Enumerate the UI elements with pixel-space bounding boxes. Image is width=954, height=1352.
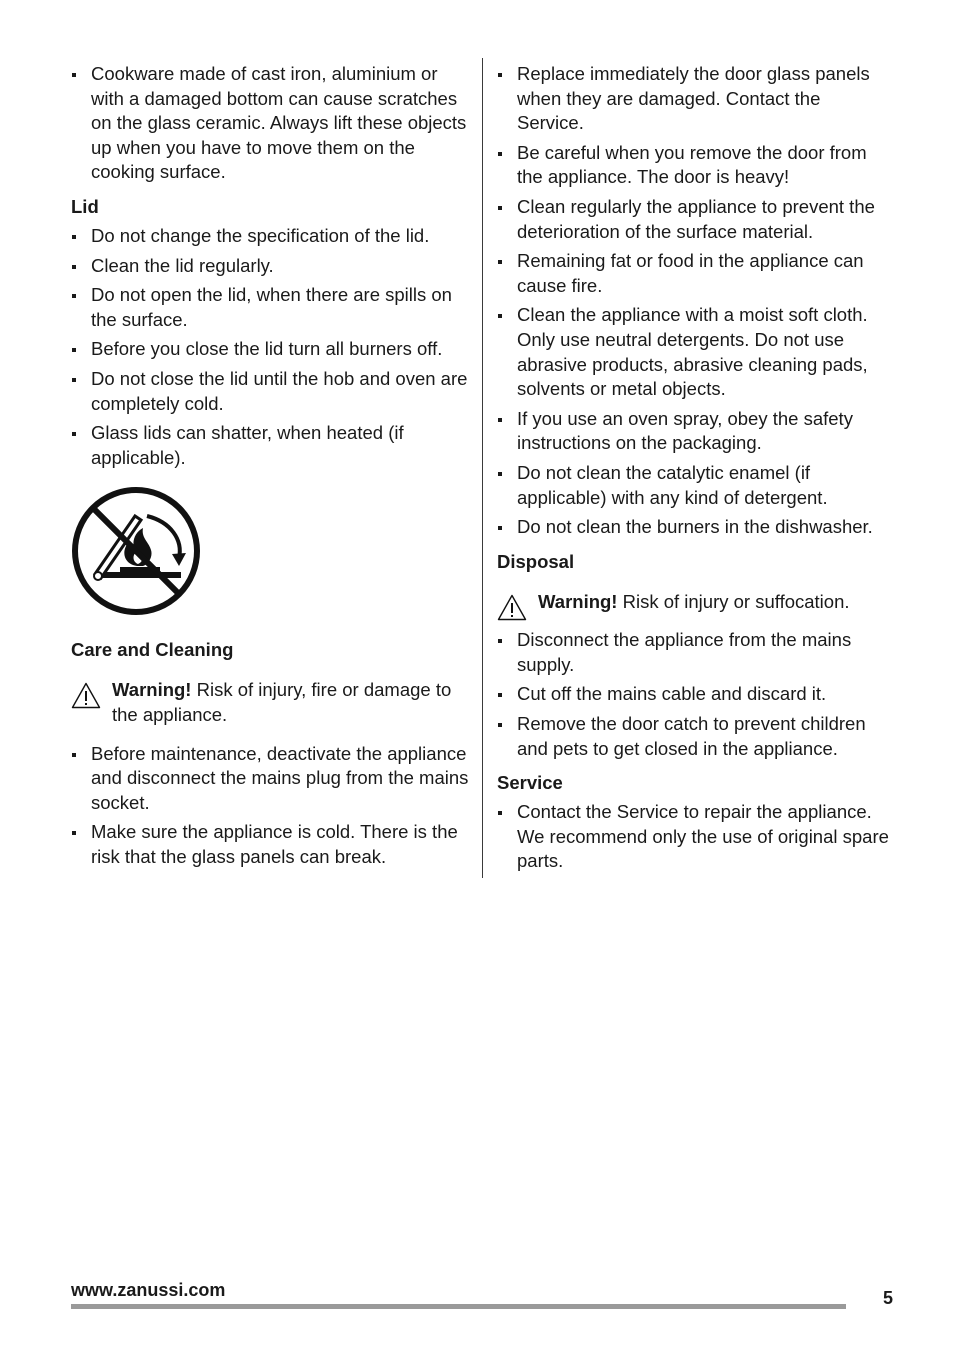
warning-triangle-icon	[71, 682, 101, 709]
warning-text: Risk of injury or suffocation.	[617, 590, 850, 612]
warning-label: Warning!	[112, 679, 192, 701]
care-list	[71, 742, 471, 870]
warning-label: Warning!	[538, 590, 618, 612]
list-item: Do not clean the burners in the dishwasher.	[497, 515, 889, 540]
list-item: Do not change the specification of the lid.	[71, 224, 471, 249]
lid-list	[71, 224, 471, 470]
lid-heading: Lid	[71, 195, 99, 217]
list-item: Remaining fat or food in the appliance can cause fire.	[497, 249, 889, 298]
list-item: Be careful when you remove the door from the appliance. The door is heavy!	[497, 141, 889, 190]
care-and-cleaning-heading: Care and Cleaning	[71, 639, 234, 661]
care-list-continued	[497, 62, 889, 540]
service-heading: Service	[497, 772, 563, 794]
list-item: Do not clean the catalytic enamel (if applicable) with any kind of detergent.	[497, 461, 889, 510]
list-item: Do not close the lid until the hob and oven are completely cold.	[71, 367, 471, 416]
footer-url-link[interactable]: www.zanussi.com	[71, 1280, 226, 1300]
disposal-heading: Disposal	[497, 550, 575, 572]
care-warning	[71, 678, 471, 727]
right-column	[497, 62, 889, 879]
list-item: Clean the lid regularly.	[71, 254, 471, 279]
list-item: Clean the appliance with a moist soft cloth. Only use neutral detergents. Do not use abrasive products, abrasive cleaning pads, solvents or metal objects.	[497, 303, 889, 401]
list-item: Before maintenance, deactivate the appliance and disconnect the mains plug from the mains socket.	[71, 742, 471, 816]
list-item: Clean regularly the appliance to prevent the deterioration of the surface material.	[497, 195, 889, 244]
column-divider	[482, 58, 483, 878]
page-number: 5	[883, 1288, 894, 1308]
list-item: Make sure the appliance is cold. There is the risk that the glass panels can break.	[71, 820, 471, 869]
list-item: Cut off the mains cable and discard it.	[497, 682, 889, 707]
list-item: Before you close the lid turn all burners off.	[71, 337, 471, 362]
list-item: Cookware made of cast iron, aluminium or with a damaged bottom can cause scratches on the glass ceramic. Always lift these objects up when you have to move them on the cooking surface.	[71, 62, 471, 185]
disposal-warning	[497, 590, 889, 615]
list-item: Remove the door catch to prevent children and pets to get closed in the appliance.	[497, 712, 889, 761]
list-item: Do not open the lid, when there are spills on the surface.	[71, 283, 471, 332]
list-item: If you use an oven spray, obey the safety instructions on the packaging.	[497, 407, 889, 456]
list-item: Disconnect the appliance from the mains supply.	[497, 628, 889, 677]
intro-list	[71, 62, 471, 185]
warning-text: Risk of injury, fire or damage to the appliance.	[112, 679, 452, 725]
warning-triangle-icon	[497, 594, 527, 621]
disposal-list	[497, 628, 889, 761]
footer-rule	[71, 1304, 846, 1309]
no-closing-lid-on-flame-icon	[71, 486, 201, 616]
list-item: Glass lids can shatter, when heated (if applicable).	[71, 421, 471, 470]
list-item: Contact the Service to repair the appliance. We recommend only the use of original spare parts.	[497, 800, 889, 874]
list-item: Replace immediately the door glass panels when they are damaged. Contact the Service.	[497, 62, 889, 136]
left-column	[71, 62, 471, 874]
service-list	[497, 800, 889, 874]
